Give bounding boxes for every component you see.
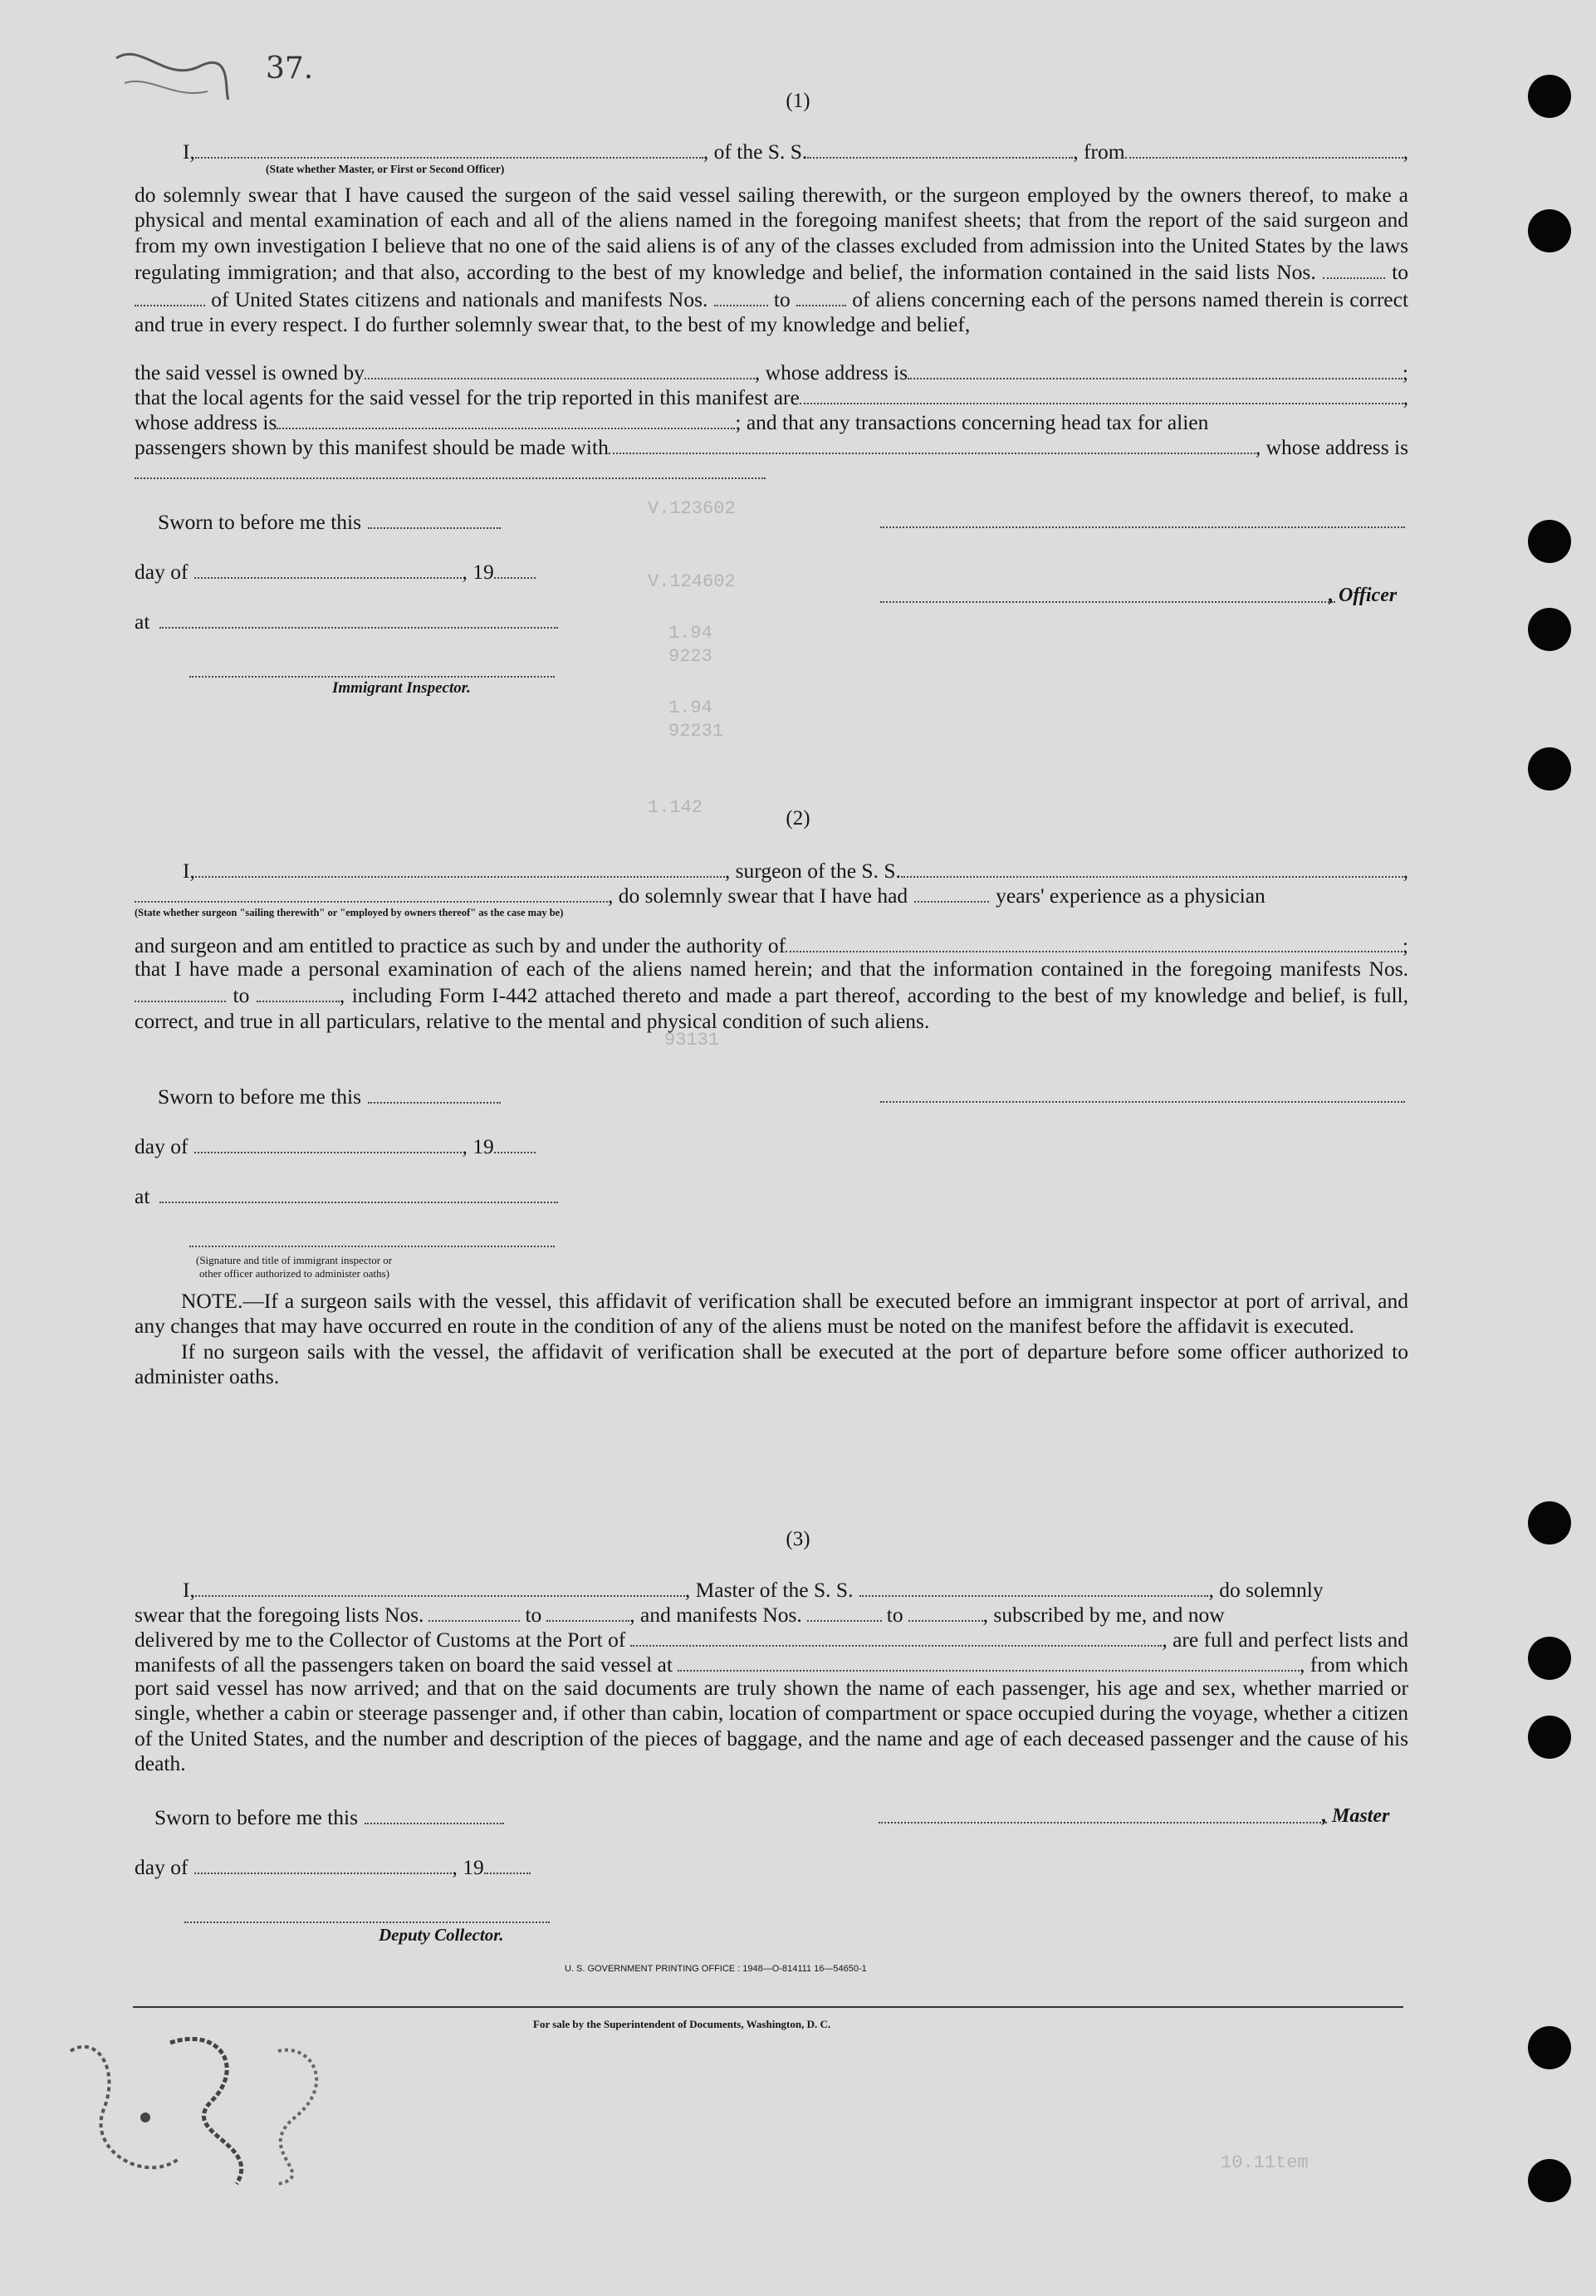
taken-on-board-line: manifests of all the passengers taken on board the said vessel at , from which xyxy=(135,1652,1408,1677)
port-field[interactable] xyxy=(630,1626,1162,1647)
punch-hole xyxy=(1528,2026,1571,2069)
signature-note-1: (Signature and title of immigrant inspector or xyxy=(196,1254,393,1266)
master-lists-to-field[interactable] xyxy=(546,1601,629,1622)
authority-line: and surgeon and am entitled to practice as such by and under the authority of ; xyxy=(135,933,1408,957)
owner-address-field[interactable] xyxy=(908,359,1403,379)
surgeon-manifests-to-field[interactable] xyxy=(257,982,340,1002)
bleed-through-text: 1.142 xyxy=(648,797,703,818)
section-3-number: (3) xyxy=(786,1528,810,1550)
bleed-through-text: 93131 xyxy=(664,1030,720,1050)
agents-field[interactable] xyxy=(800,384,1403,404)
owner-line: the said vessel is owned by , whose address is ; xyxy=(135,360,1408,384)
authority-field[interactable] xyxy=(786,932,1403,952)
agents-address-field[interactable] xyxy=(277,409,735,429)
agents-line: that the local agents for the said vessel for the trip reported in this manifest are , xyxy=(135,384,1408,409)
bleed-through-text: V.124602 xyxy=(648,571,736,592)
head-tax-line: passengers shown by this manifest should be made with , whose address is xyxy=(135,434,1408,459)
authorized-officer-signature-line[interactable] xyxy=(189,1246,555,1247)
lists-line: swear that the foregoing lists Nos. to , and manifests Nos. to , subscribed by me, and now xyxy=(135,1602,1225,1627)
bleed-through-text: 1.94 xyxy=(668,623,712,644)
master-signature-line-3[interactable] xyxy=(879,1822,1327,1824)
year-field-2[interactable] xyxy=(494,1133,536,1153)
punch-hole xyxy=(1528,209,1571,252)
stamp-mark-icon xyxy=(46,2018,345,2201)
sworn-line-2: Sworn to before me this xyxy=(158,1083,501,1109)
at-place-field-2[interactable] xyxy=(159,1182,558,1203)
day-line-2: day of , 19 xyxy=(135,1133,536,1159)
bleed-through-text: 10.11tem xyxy=(1221,2152,1309,2173)
bleed-through-text: 9223 xyxy=(668,646,712,667)
handwritten-number: 37. xyxy=(266,51,314,86)
surgeon-status-field[interactable] xyxy=(135,882,608,903)
master-vessel-field[interactable] xyxy=(859,1576,1208,1597)
surgeon-signature-line[interactable] xyxy=(880,1101,1405,1103)
bleed-through-text: 1.94 xyxy=(668,698,712,718)
footer-rule xyxy=(133,2006,1403,2008)
delivered-line: delivered by me to the Collector of Customs at the Port of , are full and perfect lists and xyxy=(135,1627,1408,1652)
punch-hole xyxy=(1528,747,1571,791)
surgeon-vessel-field[interactable] xyxy=(901,857,1403,878)
sale-notice: For sale by the Superintendent of Documents, Washington, D. C. xyxy=(533,2018,831,2030)
section-1-master-line: I, , of the S. S. , from , xyxy=(183,139,1408,164)
head-tax-contact-field[interactable] xyxy=(609,433,1256,454)
printing-office-imprint: U. S. GOVERNMENT PRINTING OFFICE : 1948—O-814111 16—54650-1 xyxy=(565,1964,867,1974)
inspector-signature-line[interactable] xyxy=(189,676,555,678)
at-line-2: at xyxy=(135,1182,558,1209)
section-1-number: (1) xyxy=(786,90,810,112)
day-field-3[interactable] xyxy=(194,1853,452,1874)
experience-line: , do solemnly swear that I have had years' experience as a physician xyxy=(135,882,1408,908)
punch-hole xyxy=(1528,520,1571,563)
owner-field[interactable] xyxy=(365,359,755,379)
embarkation-port-field[interactable] xyxy=(678,1651,1300,1672)
master-name-field[interactable] xyxy=(195,1576,685,1597)
surgeon-status-note: (State whether surgeon "sailing therewith" or "employed by owners thereof" as the case may be) xyxy=(135,907,564,918)
inspector-title: Immigrant Inspector. xyxy=(332,679,471,697)
manifests-to-field[interactable] xyxy=(796,286,846,306)
surgeon-name-field[interactable] xyxy=(195,857,725,878)
punch-hole xyxy=(1528,1637,1571,1680)
punch-hole xyxy=(1528,608,1571,651)
deputy-collector-signature-line[interactable] xyxy=(184,1921,550,1923)
day-field[interactable] xyxy=(194,558,462,579)
sworn-date-field-3[interactable] xyxy=(365,1804,504,1824)
signature-note-2: other officer authorized to administer oaths) xyxy=(199,1267,389,1280)
day-line-3: day of , 19 xyxy=(135,1853,531,1880)
year-field-3[interactable] xyxy=(484,1853,531,1874)
sworn-line: Sworn to before me this xyxy=(158,508,501,535)
from-port-field[interactable] xyxy=(1125,138,1403,159)
punch-hole xyxy=(1528,1716,1571,1759)
section-2-oath-text: that I have made a personal examination of each of the aliens named herein; and that the information contained in the foregoing manifests Nos. to , including Form I-442 attached thereto and made a part thereof, according to the best of my knowledge and belief, is full, correct, and true in all particulars, relative to the mental and physical condition of such aliens. xyxy=(135,957,1409,1033)
officer-signature-line[interactable] xyxy=(880,601,1335,603)
master-lists-from-field[interactable] xyxy=(428,1601,520,1622)
sworn-date-field[interactable] xyxy=(368,508,501,529)
bleed-through-text: V.123602 xyxy=(648,498,736,519)
manifests-from-field[interactable] xyxy=(714,286,768,306)
sworn-date-field-2[interactable] xyxy=(368,1083,501,1104)
name-field[interactable] xyxy=(195,138,703,159)
bleed-through-text: 92231 xyxy=(668,721,724,742)
note-text: NOTE.—If a surgeon sails with the vessel, this affidavit of verification shall be executed before an immigrant inspector at port of arrival, and any changes that may have occurred en route in the condition of any of the aliens must be noted on the manifest before the affidavit is executed. If no surgeon sails with the vessel, the affidavit of verification shall be executed at the port of departure before some officer authorized to administer oaths. xyxy=(135,1289,1408,1389)
section-3-oath-text: port said vessel has now arrived; and that on the said documents are truly shown the name of each passenger, his age and sex, whether married or single, whether a cabin or steerage passenger and, if other than cabin, location of compartment or space occupied during the voyage, whether a citizen of the United States, and the number and description of the pieces of baggage, and the name and age of each deceased passenger and the cause of his death. xyxy=(135,1676,1408,1776)
section-2-number: (2) xyxy=(786,807,810,830)
master-manifests-to-field[interactable] xyxy=(908,1601,983,1622)
section-1-oath-text: do solemnly swear that I have caused the surgeon of the said vessel sailing therewith, or the surgeon employed by the owners thereof, to make a physical and mental examination of each and all of the aliens named in the foregoing manifest sheets; that from the report of the said surgeon and from my own investigation I believe that no one of the said aliens is of any of the classes excluded from admission into the United States by the laws regulating immigration; and that also, according to the best of my knowledge and belief, the information contained in the said lists Nos. to of United States citizens and nationals and manifests Nos. to of aliens concerning each of the persons named therein is correct and true in every respect. I do further solemnly swear that, to the best of my knowledge and belief, xyxy=(135,183,1409,336)
punch-hole xyxy=(1528,2159,1571,2202)
master-line: I, , Master of the S. S. , do solemnly xyxy=(183,1577,1324,1602)
surgeon-line: I, , surgeon of the S. S. , xyxy=(183,858,1408,883)
at-place-field[interactable] xyxy=(159,608,558,629)
head-tax-address-field[interactable] xyxy=(135,477,766,479)
rank-note: (State whether Master, or First or Second Officer) xyxy=(266,163,505,175)
day-field-2[interactable] xyxy=(194,1133,462,1153)
years-field[interactable] xyxy=(914,882,989,903)
master-signature-line[interactable] xyxy=(880,526,1405,528)
master-title: , Master xyxy=(1322,1805,1390,1827)
lists-from-field[interactable] xyxy=(1323,258,1385,279)
at-line: at xyxy=(135,608,558,634)
master-manifests-from-field[interactable] xyxy=(807,1601,882,1622)
lists-to-field[interactable] xyxy=(135,286,205,306)
vessel-field[interactable] xyxy=(807,138,1073,159)
year-field[interactable] xyxy=(494,558,536,579)
sworn-line-3: Sworn to before me this xyxy=(154,1804,504,1830)
officer-title: , Officer xyxy=(1329,585,1398,606)
deputy-collector-title: Deputy Collector. xyxy=(379,1925,504,1945)
surgeon-manifests-from-field[interactable] xyxy=(135,982,226,1002)
agents-address-line: whose address is ; and that any transactions concerning head tax for alien xyxy=(135,409,1209,434)
day-line: day of , 19 xyxy=(135,558,536,585)
